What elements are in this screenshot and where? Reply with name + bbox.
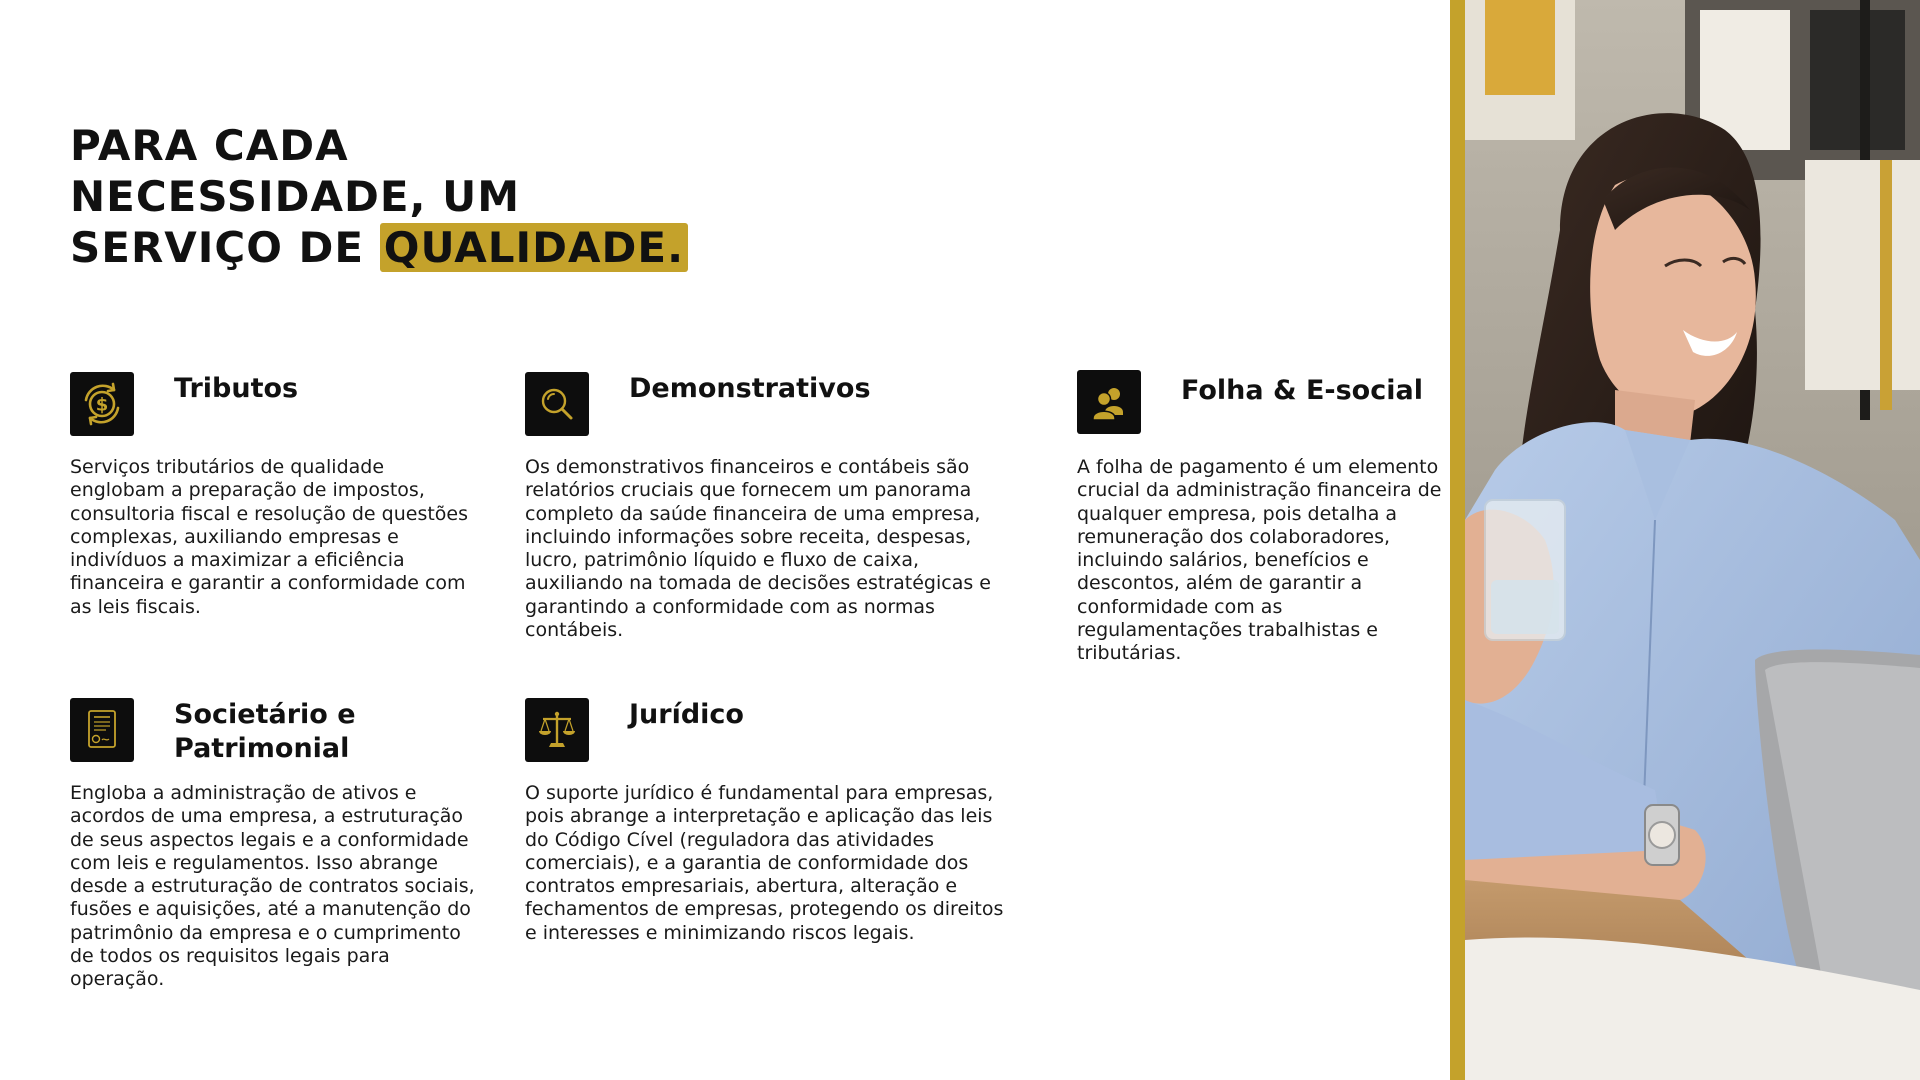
page-title <box>70 120 688 273</box>
service-description: A folha de pagamento é um elemento crucial da administração financeira de qualquer empresa, pois detalha a remuneração dos colaboradores, incluindo salários, benefícios e descontos, além de garantir a conformidade com as regulamentações trabalhistas e tributárias. <box>1077 456 1442 665</box>
magnifier-icon <box>525 372 589 436</box>
title-highlight: QUALIDADE. <box>380 223 688 272</box>
service-title-line-2: Patrimonial <box>174 733 350 764</box>
scales-of-justice-icon <box>525 698 589 762</box>
certificate-document-icon <box>70 698 134 762</box>
service-societario-patrimonial <box>70 698 490 998</box>
accent-bar <box>1450 0 1465 1080</box>
service-juridico <box>525 698 1015 958</box>
users-icon <box>1077 370 1141 434</box>
title-line-3 <box>70 222 688 273</box>
woman-with-glass-photo <box>1465 0 1920 1080</box>
service-title: Folha & E-social <box>1181 375 1423 406</box>
service-description: Serviços tributários de qualidade englobam a preparação de impostos, consultoria fiscal e resolução de questões complexas, auxiliando empresas e indivíduos a maximizar a eficiência financeira e garantir a conformidade com as leis fiscais. <box>70 456 469 618</box>
service-description: Os demonstrativos financeiros e contábeis são relatórios cruciais que fornecem um panorama completo da saúde financeira de uma empresa, incluindo informações sobre receita, despesas, lucro, patrimônio líquido e fluxo de caixa, auxiliando na tomada de decisões estratégicas e garantindo a conformidade com as normas contábeis. <box>525 456 991 642</box>
svg-text:$: $ <box>95 394 109 416</box>
title-line-1: PARA CADA <box>70 121 349 170</box>
title-line-3-prefix: SERVIÇO DE <box>70 223 365 272</box>
service-description: O suporte jurídico é fundamental para empresas, pois abrange a interpretação e aplicação das leis do Código Cível (reguladora das atividades comerciais), e a garantia de conformidade dos contratos empresariais, abertura, alteração e fechamentos de empresas, protegendo os direitos e interesses e minimizando riscos legais. <box>525 782 1004 944</box>
service-tributos <box>70 372 490 632</box>
service-title: Jurídico <box>629 699 744 730</box>
hero-photo-panel <box>1450 0 1920 1080</box>
service-folha-esocial <box>1077 370 1457 670</box>
service-title: Demonstrativos <box>629 373 871 404</box>
service-demonstrativos <box>525 372 1015 662</box>
service-title: Tributos <box>174 373 299 404</box>
service-title <box>174 698 356 766</box>
service-description: Engloba a administração de ativos e acordos de uma empresa, a estruturação de seus aspectos legais e a conformidade com leis e regulamentos. Isso abrange desde a estruturação de contratos sociais, fusões e aquisições, até a manutenção do patrimônio da empresa e o cumprimento de todos os requisitos legais para operação. <box>70 782 475 991</box>
dollar-cycle-icon <box>70 372 134 436</box>
title-line-2: NECESSIDADE, UM <box>70 172 520 221</box>
service-title-line-1: Societário e <box>174 699 356 730</box>
